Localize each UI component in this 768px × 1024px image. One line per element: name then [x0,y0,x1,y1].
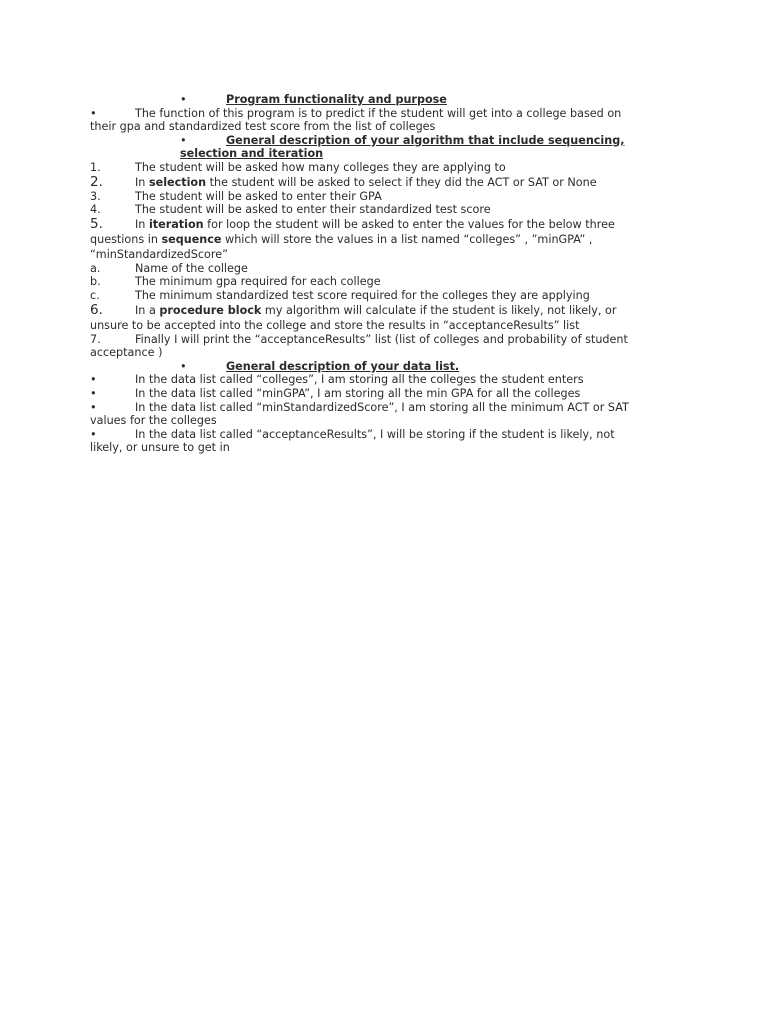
list-marker: 6. [90,301,103,318]
list-item [90,190,650,204]
heading-bullet: • [180,359,187,373]
item-text-bold: iteration [148,217,204,231]
item-text-bold: selection [148,175,207,189]
item-text: In the data list called “acceptanceResults”, I will be storing if the student is likely, not likely, or unsure to get in [90,427,615,455]
list-marker: 5. [90,215,103,232]
heading-bullet: • [180,133,187,147]
item-text-mid: for loop the student will be asked to enter the values for the below three questions in [90,217,615,246]
list-item [90,203,650,217]
item-text: In the data list called “minGPA”, I am storing all the min GPA for all the colleges [135,386,581,400]
item-text: In the data list called “colleges”, I am storing all the colleges the student enters [135,373,584,387]
list-marker: • [90,106,97,120]
list-item [90,401,650,428]
list-item [90,428,650,455]
item-text: The minimum gpa required for each college [135,275,381,289]
item-text: The function of this program is to predict if the student will get into a college based on their gpa and standardized test score from the list of colleges [90,106,622,134]
list-marker: 3. [90,189,101,203]
list-item [90,303,650,333]
list-item [90,217,650,262]
list-item [90,387,650,401]
item-text: The student will be asked to enter their standardized test score [135,203,491,217]
item-text-pre: In [135,175,149,189]
item-text: The minimum standardized test score required for the colleges they are applying [135,288,590,302]
section-heading-algorithm [90,134,650,161]
list-marker: • [90,400,97,414]
list-item [90,262,650,276]
list-marker: a. [90,261,101,275]
list-marker: • [90,386,97,400]
item-text-post: the student will be asked to select if they did the ACT or SAT or None [206,175,597,189]
item-text: The student will be asked how many colleges they are applying to [135,160,506,174]
item-text-post: which will store the values in a list named “colleges” , ”minGPA” , “minStandardizedScore” [90,232,593,261]
list-item [90,175,650,190]
list-marker: 4. [90,203,101,217]
item-text: Name of the college [135,261,248,275]
heading-text: General description of your data list. [226,359,460,373]
document-page [90,93,650,455]
section-heading-data-list [90,360,650,374]
list-item [90,107,650,134]
item-text: The student will be asked to enter their GPA [135,189,382,203]
list-item [90,289,650,303]
heading-text: General description of your algorithm that include sequencing, selection and iteration [180,133,625,161]
heading-text: Program functionality and purpose [226,93,447,106]
section-heading-functionality [90,93,650,107]
item-text-bold: procedure block [159,303,262,317]
list-marker: c. [90,288,100,302]
item-text-pre: In [135,217,149,231]
item-text: In the data list called “minStandardizedScore”, I am storing all the minimum ACT or SAT values for the colleges [90,400,629,428]
list-item [90,333,650,360]
list-marker: • [90,427,97,441]
list-marker: 2. [90,173,103,190]
list-item [90,275,650,289]
list-marker: 1. [90,160,101,174]
item-text-pre: In a [135,303,160,317]
list-marker: b. [90,275,101,289]
item-text: Finally I will print the “acceptanceResults” list (list of colleges and probability of student acceptance ) [90,332,628,360]
list-item [90,161,650,175]
list-item [90,373,650,387]
heading-bullet: • [180,93,187,106]
item-text-bold-2: sequence [161,232,222,246]
list-marker: 7. [90,332,101,346]
item-text-post: my algorithm will calculate if the student is likely, not likely, or unsure to be accepted into the college and store the results in “acceptanceResults” list [90,303,617,332]
list-marker: • [90,373,97,387]
